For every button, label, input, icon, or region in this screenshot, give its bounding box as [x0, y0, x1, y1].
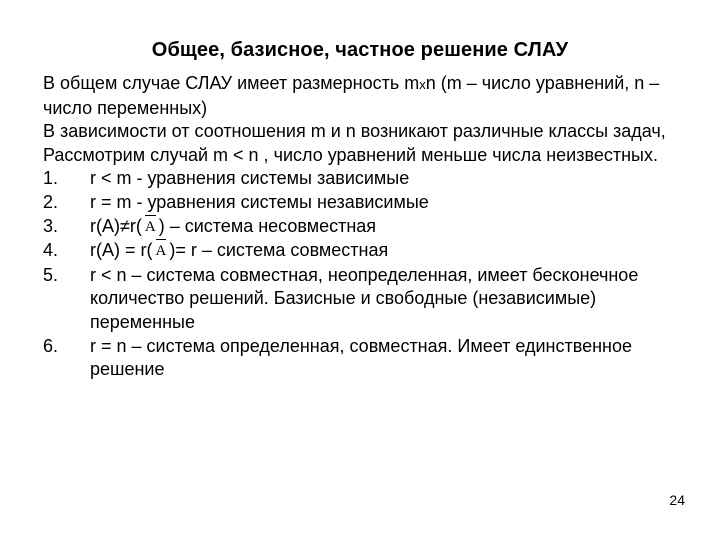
- list-item: [43, 239, 703, 264]
- slide-body: [43, 72, 703, 382]
- list-item-text: r = n – система определенная, совместная. Имеет единственное решение: [90, 335, 632, 380]
- list-item-text: r < n – система совместная, неопределенная, имеет бесконечное количество решений. Базисные и свободные (независимые) переменные: [90, 264, 639, 332]
- dimension-times-sign: x: [419, 77, 426, 92]
- rank-formula-prefix: r(A)≠r(: [90, 215, 142, 236]
- augmented-matrix-symbol: A: [142, 216, 159, 240]
- case-paragraph: В зависимости от соотношения m и n возникают различные классы задач, Рассмотрим случай m < n , число уравнений меньше числа неизвестных.: [43, 121, 666, 165]
- list-item-number: 3.: [43, 215, 59, 236]
- list-item-number: 1.: [43, 168, 59, 189]
- rank-formula-prefix: r(A) = r(: [90, 240, 153, 261]
- list-item-number: 6.: [43, 335, 59, 356]
- intro-text-part1: В общем случае СЛАУ имеет размерность m: [43, 73, 420, 93]
- rank-formula-suffix: ) – система несовместная: [158, 215, 377, 236]
- list-item: [43, 215, 703, 240]
- list-item: [43, 335, 703, 382]
- list-item: [43, 191, 703, 215]
- list-item-text: [90, 215, 703, 240]
- intro-text-part2: n (m – число уравнений, n – число переменных): [43, 73, 660, 118]
- list-item-text: r = m - уравнения системы независимые: [90, 191, 429, 212]
- rank-formula-suffix: )= r – система совместная: [169, 240, 389, 261]
- list-item: [43, 167, 703, 191]
- list-item-number: 2.: [43, 191, 59, 212]
- augmented-matrix-symbol: A: [153, 240, 170, 264]
- intro-paragraph: [43, 72, 703, 120]
- list-item-number: 4.: [43, 240, 59, 261]
- list-item-text: [90, 239, 703, 264]
- list-item: [43, 264, 703, 335]
- slide-title: Общее, базисное, частное решение СЛАУ: [151, 39, 569, 61]
- list-item-number: 5.: [43, 264, 59, 285]
- list-item-text: r < m - уравнения системы зависимые: [90, 168, 410, 189]
- rank-cases-list: [43, 167, 703, 381]
- page-number: 24: [669, 492, 685, 508]
